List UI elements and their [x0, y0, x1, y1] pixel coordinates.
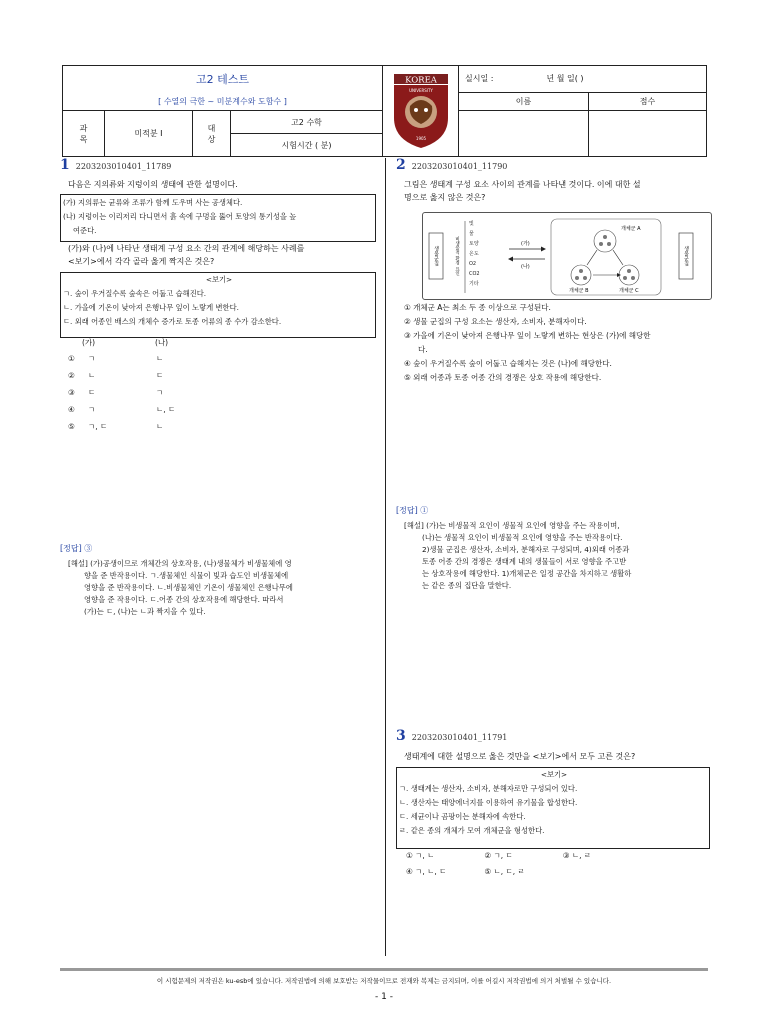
subject-label-cell — [63, 111, 105, 157]
svg-text:물: 물 — [469, 231, 474, 237]
q1-bogi-item: ㄷ. 외래 어종인 배스의 개체수 증가로 토종 어류의 종 수가 감소한다. — [63, 317, 282, 326]
q2-option-4[interactable]: ④ 숲이 우거질수록 숲이 어둡고 습해지는 것은 (나)에 해당한다. — [404, 359, 612, 368]
svg-text:O2: O2 — [469, 261, 477, 267]
score-input-cell[interactable] — [589, 111, 707, 157]
svg-text:UNIVERSITY: UNIVERSITY — [408, 88, 433, 93]
q3-question: 생태계에 대한 설명으로 옳은 것만을 <보기>에서 모두 고른 것은? — [404, 752, 636, 761]
test-subtitle: [ 수열의 극한 ~ 미분계수와 도함수 ] — [158, 96, 287, 106]
q2-option-2[interactable]: ② 생물 군집의 구성 요소는 생산자, 소비자, 분해자이다. — [404, 317, 587, 326]
title-cell — [63, 66, 383, 93]
target-value: 고2 수학 — [291, 117, 322, 127]
name-input-cell[interactable] — [459, 111, 589, 157]
q1-heading — [60, 157, 171, 173]
q2-question-line1: 그림은 생태계 구성 요소 사이의 관계를 나타낸 것이다. 이에 대한 설 — [404, 180, 641, 189]
svg-text:(나): (나) — [521, 264, 530, 270]
subtitle-cell — [63, 92, 383, 111]
copyright-footer: 이 시험문제의 저작권은 ku-esb에 있습니다. 저작권법에 의해 보호받는 저작물이므로 전재와 복제는 금지되며, 이를 어길시 저작권법에 의거 처벌될 수 있습니다. — [156, 977, 612, 985]
subject-label: 과 목 — [79, 123, 88, 144]
q3-options-row1 — [406, 849, 706, 863]
q1-answer — [60, 543, 92, 554]
q1-number: 1 — [60, 157, 70, 173]
svg-text:1905: 1905 — [415, 136, 426, 141]
svg-text:빛: 빛 — [469, 221, 474, 227]
q1-item-ga: (가) 지의류는 균류와 조류가 함께 도우며 사는 공생체다. — [63, 198, 243, 207]
target-label-cell — [193, 111, 231, 157]
q3-bogi-item: ㄹ. 같은 종의 개체가 모여 개체군을 형성한다. — [399, 826, 545, 835]
subject-value-cell — [105, 111, 193, 157]
name-label: 이름 — [515, 97, 532, 107]
q1-bogi-title: <보기> — [205, 275, 233, 284]
q1-question-line2: <보기>에서 각각 골라 옳게 짝지은 것은? — [68, 257, 215, 266]
q1-option-5[interactable]: ⑤ ㄱ, ㄷ ㄴ — [68, 422, 164, 431]
q2-option-5[interactable]: ⑤ 외래 어종과 토종 어종 간의 경쟁은 상호 작용에 해당한다. — [404, 373, 602, 382]
q1-bogi-item: ㄴ. 가을에 기온이 낮아져 은행나무 잎이 노랗게 변한다. — [63, 303, 239, 312]
q1-answer-text: [정답] ③ — [60, 544, 93, 553]
q1-statement-box — [60, 194, 376, 242]
footer-rule — [60, 968, 708, 971]
svg-text:CO2: CO2 — [469, 271, 480, 277]
time-cell — [231, 134, 383, 157]
svg-text:온도: 온도 — [469, 251, 479, 257]
q3-option-2[interactable]: ② ㄱ, ㄷ — [484, 851, 513, 860]
q3-bogi-box — [396, 767, 710, 849]
q2-option-3-cont: 다. — [418, 345, 428, 354]
logo-cell — [383, 66, 459, 157]
q2-id: 2203203010401_11790 — [411, 162, 508, 171]
page-number: - 1 - — [375, 992, 393, 1002]
q3-option-3[interactable]: ③ ㄴ, ㄹ — [562, 851, 592, 860]
q2-answer — [396, 505, 428, 516]
svg-text:개체군 C: 개체군 C — [619, 288, 639, 294]
q2-options — [404, 301, 710, 385]
date-label-cell — [459, 66, 525, 93]
q3-option-5[interactable]: ⑤ ㄴ, ㄷ, ㄹ — [484, 867, 525, 876]
q1-option-2[interactable]: ② ㄴ ㄷ — [68, 371, 164, 380]
svg-text:토양: 토양 — [469, 241, 479, 247]
date-value-cell[interactable] — [525, 66, 707, 93]
svg-text:기타: 기타 — [469, 281, 479, 287]
ecosystem-diagram-svg — [423, 213, 711, 299]
q1-question-line1: (가)와 (나)에 나타난 생태계 구성 요소 간의 관계에 해당하는 사례를 — [68, 244, 305, 253]
q2-option-3[interactable]: ③ 가을에 기온이 낮아져 은행나무 잎이 노랗게 변하는 현상은 (가)에 해당한 — [404, 331, 651, 340]
test-title: 고2 테스트 — [196, 73, 249, 87]
q2-number: 2 — [396, 157, 406, 173]
q2-heading — [396, 157, 507, 173]
svg-text:비생물적 환경 요인: 비생물적 환경 요인 — [454, 236, 460, 276]
date-label: 실시일 : — [465, 74, 494, 84]
target-label: 대 상 — [207, 123, 216, 144]
university-logo-icon — [388, 70, 454, 150]
ecosystem-diagram — [422, 212, 712, 300]
subject-value: 미적분 I — [134, 129, 163, 139]
q2-explanation: [해설] (가)는 비생물적 요인이 생물적 요인에 영향을 주는 작용이며, (나)는 생물적 요인이 비생물적 요인에 영향을 주는 반작용이다. 2)생물 군집은 생산자, 소비자, 분해자로 구성되며, 4)외래 어종과 토종 어종 간의 경쟁은 생태계 내의 생물들이 서로 영향을 주고받 는 상호작용에 해당한다. 1)개체군은 일정 공간을 차지하고 생활하 는 같은 종의 집단을 말한다. — [404, 521, 632, 590]
q1-option-1[interactable]: ① ㄱ ㄴ — [68, 354, 164, 363]
q2-question-line2: 명으로 옳지 않은 것은? — [404, 193, 486, 202]
q3-bogi-item: ㄷ. 세균이나 곰팡이는 분해자에 속한다. — [399, 812, 526, 821]
svg-text:(가): (가) — [521, 241, 530, 247]
score-label: 점수 — [639, 97, 656, 107]
svg-text:생물군집: 생물군집 — [433, 246, 439, 266]
svg-text:생물군집: 생물군집 — [683, 246, 689, 266]
q1-option-4[interactable]: ④ ㄱ ㄴ, ㄷ — [68, 405, 176, 414]
q3-bogi-item: ㄱ. 생태계는 생산자, 소비자, 분해자로만 구성되어 있다. — [399, 784, 578, 793]
q3-bogi-item: ㄴ. 생산자는 태양에너지를 이용하여 유기물을 합성한다. — [399, 798, 578, 807]
q2-option-1[interactable]: ① 개체군 A는 최소 두 종 이상으로 구성된다. — [404, 303, 551, 312]
q3-option-1[interactable]: ① ㄱ, ㄴ — [406, 851, 435, 860]
q3-id: 2203203010401_11791 — [411, 733, 508, 742]
q1-option-3[interactable]: ③ ㄷ ㄱ — [68, 388, 164, 397]
q3-number: 3 — [396, 728, 406, 744]
svg-text:개체군 B: 개체군 B — [569, 288, 589, 294]
q1-item-na: (나) 지렁이는 이리저리 다니면서 흙 속에 구멍을 뚫어 토양의 통기성을 높 — [63, 212, 297, 221]
q3-option-4[interactable]: ④ ㄱ, ㄴ, ㄷ — [406, 867, 447, 876]
q1-bogi-box — [60, 272, 376, 338]
q1-bogi-item: ㄱ. 숲이 우거질수록 숲속은 어둡고 습해진다. — [63, 289, 207, 298]
q1-intro: 다음은 지의류와 지렁이의 생태에 관한 설명이다. — [68, 180, 238, 189]
score-label-cell — [589, 92, 707, 111]
q3-options-row2 — [406, 865, 706, 879]
q1-col-ga-header: (가) — [82, 338, 96, 347]
header-table — [62, 65, 707, 157]
time-label: 시험시간 ( 분) — [281, 140, 332, 150]
q3-heading — [396, 728, 507, 744]
q2-answer-text: [정답] ① — [396, 506, 429, 515]
q3-bogi-title: <보기> — [540, 770, 568, 779]
target-value-cell — [231, 111, 383, 134]
svg-text:KOREA: KOREA — [404, 75, 437, 86]
q1-options — [68, 352, 268, 437]
svg-text:개체군 A: 개체군 A — [621, 226, 641, 232]
column-divider — [385, 158, 386, 956]
q1-id: 2203203010401_11789 — [75, 162, 172, 171]
q1-col-na-header: (나) — [155, 338, 169, 347]
date-value: 년 월 일( ) — [546, 74, 584, 84]
q1-item-na-cont: 여준다. — [73, 226, 97, 235]
q1-explanation: [해설] (가)공생이므로 개체간의 상호작용, (나)생물체가 비생물체에 영 향을 준 반작용이다. ㄱ.생물체인 식물이 빛과 습도인 비생물체에 영향을 준 반작용이다. ㄴ.비생물체인 기온이 생물체인 은행나무에 영향을 준 작용이다. ㄷ.어종 간의 상호작용에 해당한다. 따라서 (가)는 ㄷ, (나)는 ㄴ과 짝지을 수 있다. — [68, 559, 293, 616]
name-label-cell — [459, 92, 589, 111]
